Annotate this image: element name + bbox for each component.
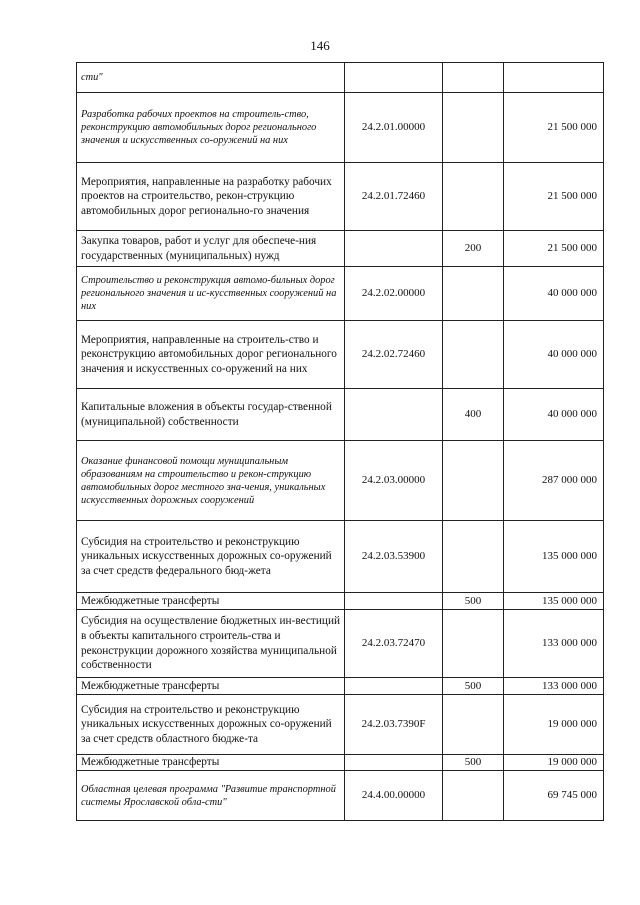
row-expense-type: [443, 63, 504, 93]
row-amount: 40 000 000: [504, 321, 604, 389]
row-amount: 21 500 000: [504, 231, 604, 267]
row-amount: 19 000 000: [504, 755, 604, 771]
row-name: Областная целевая программа "Развитие транспортной системы Ярославской обла-сти": [77, 771, 345, 821]
row-name: Субсидия на строительство и реконструкцию уникальных искусственных дорожных со-оружений за счет средств областного бюдже-та: [77, 695, 345, 755]
table-row: [77, 389, 604, 441]
row-name: Межбюджетные трансферты: [77, 755, 345, 771]
row-expense-type: [443, 521, 504, 593]
row-code: 24.2.03.72470: [345, 610, 443, 678]
row-amount: 133 000 000: [504, 678, 604, 695]
table-row: [77, 321, 604, 389]
row-name: сти": [77, 63, 345, 93]
row-name: Оказание финансовой помощи муниципальным образованиям на строительство и рекон-струкцию автомобильных дорог местного зна-чения, уникальных искусственных дорожных сооружений: [77, 441, 345, 521]
row-amount: 135 000 000: [504, 521, 604, 593]
table-row: [77, 678, 604, 695]
row-amount: 287 000 000: [504, 441, 604, 521]
row-expense-type: [443, 610, 504, 678]
budget-table-body: [77, 63, 604, 821]
row-amount: 135 000 000: [504, 593, 604, 610]
table-row: [77, 163, 604, 231]
row-expense-type: 400: [443, 389, 504, 441]
row-name: Мероприятия, направленные на строитель-ство и реконструкцию автомобильных дорог регионального значения и искусственных со-оружений на них: [77, 321, 345, 389]
row-expense-type: 500: [443, 755, 504, 771]
row-code: 24.2.03.7390F: [345, 695, 443, 755]
row-code: [345, 755, 443, 771]
table-row: [77, 63, 604, 93]
row-amount: 19 000 000: [504, 695, 604, 755]
row-name: Разработка рабочих проектов на строитель-ство, реконструкцию автомобильных дорог регионального значения и искусственных со-оружений на них: [77, 93, 345, 163]
row-amount: 21 500 000: [504, 163, 604, 231]
row-expense-type: [443, 93, 504, 163]
row-name: Субсидия на осуществление бюджетных ин-вестиций в объекты капитального строитель-ства и реконструкции дорожного хозяйства муниципальной собственности: [77, 610, 345, 678]
table-row: [77, 695, 604, 755]
row-expense-type: [443, 441, 504, 521]
row-code: [345, 593, 443, 610]
row-code: 24.2.01.72460: [345, 163, 443, 231]
table-row: [77, 593, 604, 610]
row-code: [345, 231, 443, 267]
row-expense-type: [443, 695, 504, 755]
row-code: 24.2.03.00000: [345, 441, 443, 521]
table-row: [77, 521, 604, 593]
row-expense-type: [443, 321, 504, 389]
table-row: [77, 610, 604, 678]
row-name: Строительство и реконструкция автомо-бильных дорог регионального значения и ис-кусственных сооружений на них: [77, 267, 345, 321]
row-amount: [504, 63, 604, 93]
budget-table: [76, 62, 604, 821]
row-code: 24.4.00.00000: [345, 771, 443, 821]
row-amount: 133 000 000: [504, 610, 604, 678]
row-amount: 69 745 000: [504, 771, 604, 821]
row-name: Субсидия на строительство и реконструкцию уникальных искусственных дорожных со-оружений за счет средств федерального бюд-жета: [77, 521, 345, 593]
row-name: Закупка товаров, работ и услуг для обеспече-ния государственных (муниципальных) нужд: [77, 231, 345, 267]
table-row: [77, 231, 604, 267]
table-row: [77, 267, 604, 321]
page-number: 146: [310, 38, 330, 53]
row-code: 24.2.03.53900: [345, 521, 443, 593]
row-name: Капитальные вложения в объекты государ-ственной (муниципальной) собственности: [77, 389, 345, 441]
row-code: [345, 63, 443, 93]
table-row: [77, 93, 604, 163]
row-expense-type: 500: [443, 593, 504, 610]
row-expense-type: [443, 771, 504, 821]
table-row: [77, 755, 604, 771]
row-expense-type: [443, 267, 504, 321]
row-code: 24.2.01.00000: [345, 93, 443, 163]
row-name: Мероприятия, направленные на разработку рабочих проектов на строительство, рекон-струкцию автомобильных дорог регионально-го значения: [77, 163, 345, 231]
row-code: 24.2.02.00000: [345, 267, 443, 321]
row-amount: 40 000 000: [504, 389, 604, 441]
row-expense-type: [443, 163, 504, 231]
row-code: [345, 678, 443, 695]
row-code: 24.2.02.72460: [345, 321, 443, 389]
row-amount: 21 500 000: [504, 93, 604, 163]
row-expense-type: 500: [443, 678, 504, 695]
table-row: [77, 771, 604, 821]
row-code: [345, 389, 443, 441]
row-name: Межбюджетные трансферты: [77, 593, 345, 610]
row-name: Межбюджетные трансферты: [77, 678, 345, 695]
table-row: [77, 441, 604, 521]
row-expense-type: 200: [443, 231, 504, 267]
row-amount: 40 000 000: [504, 267, 604, 321]
